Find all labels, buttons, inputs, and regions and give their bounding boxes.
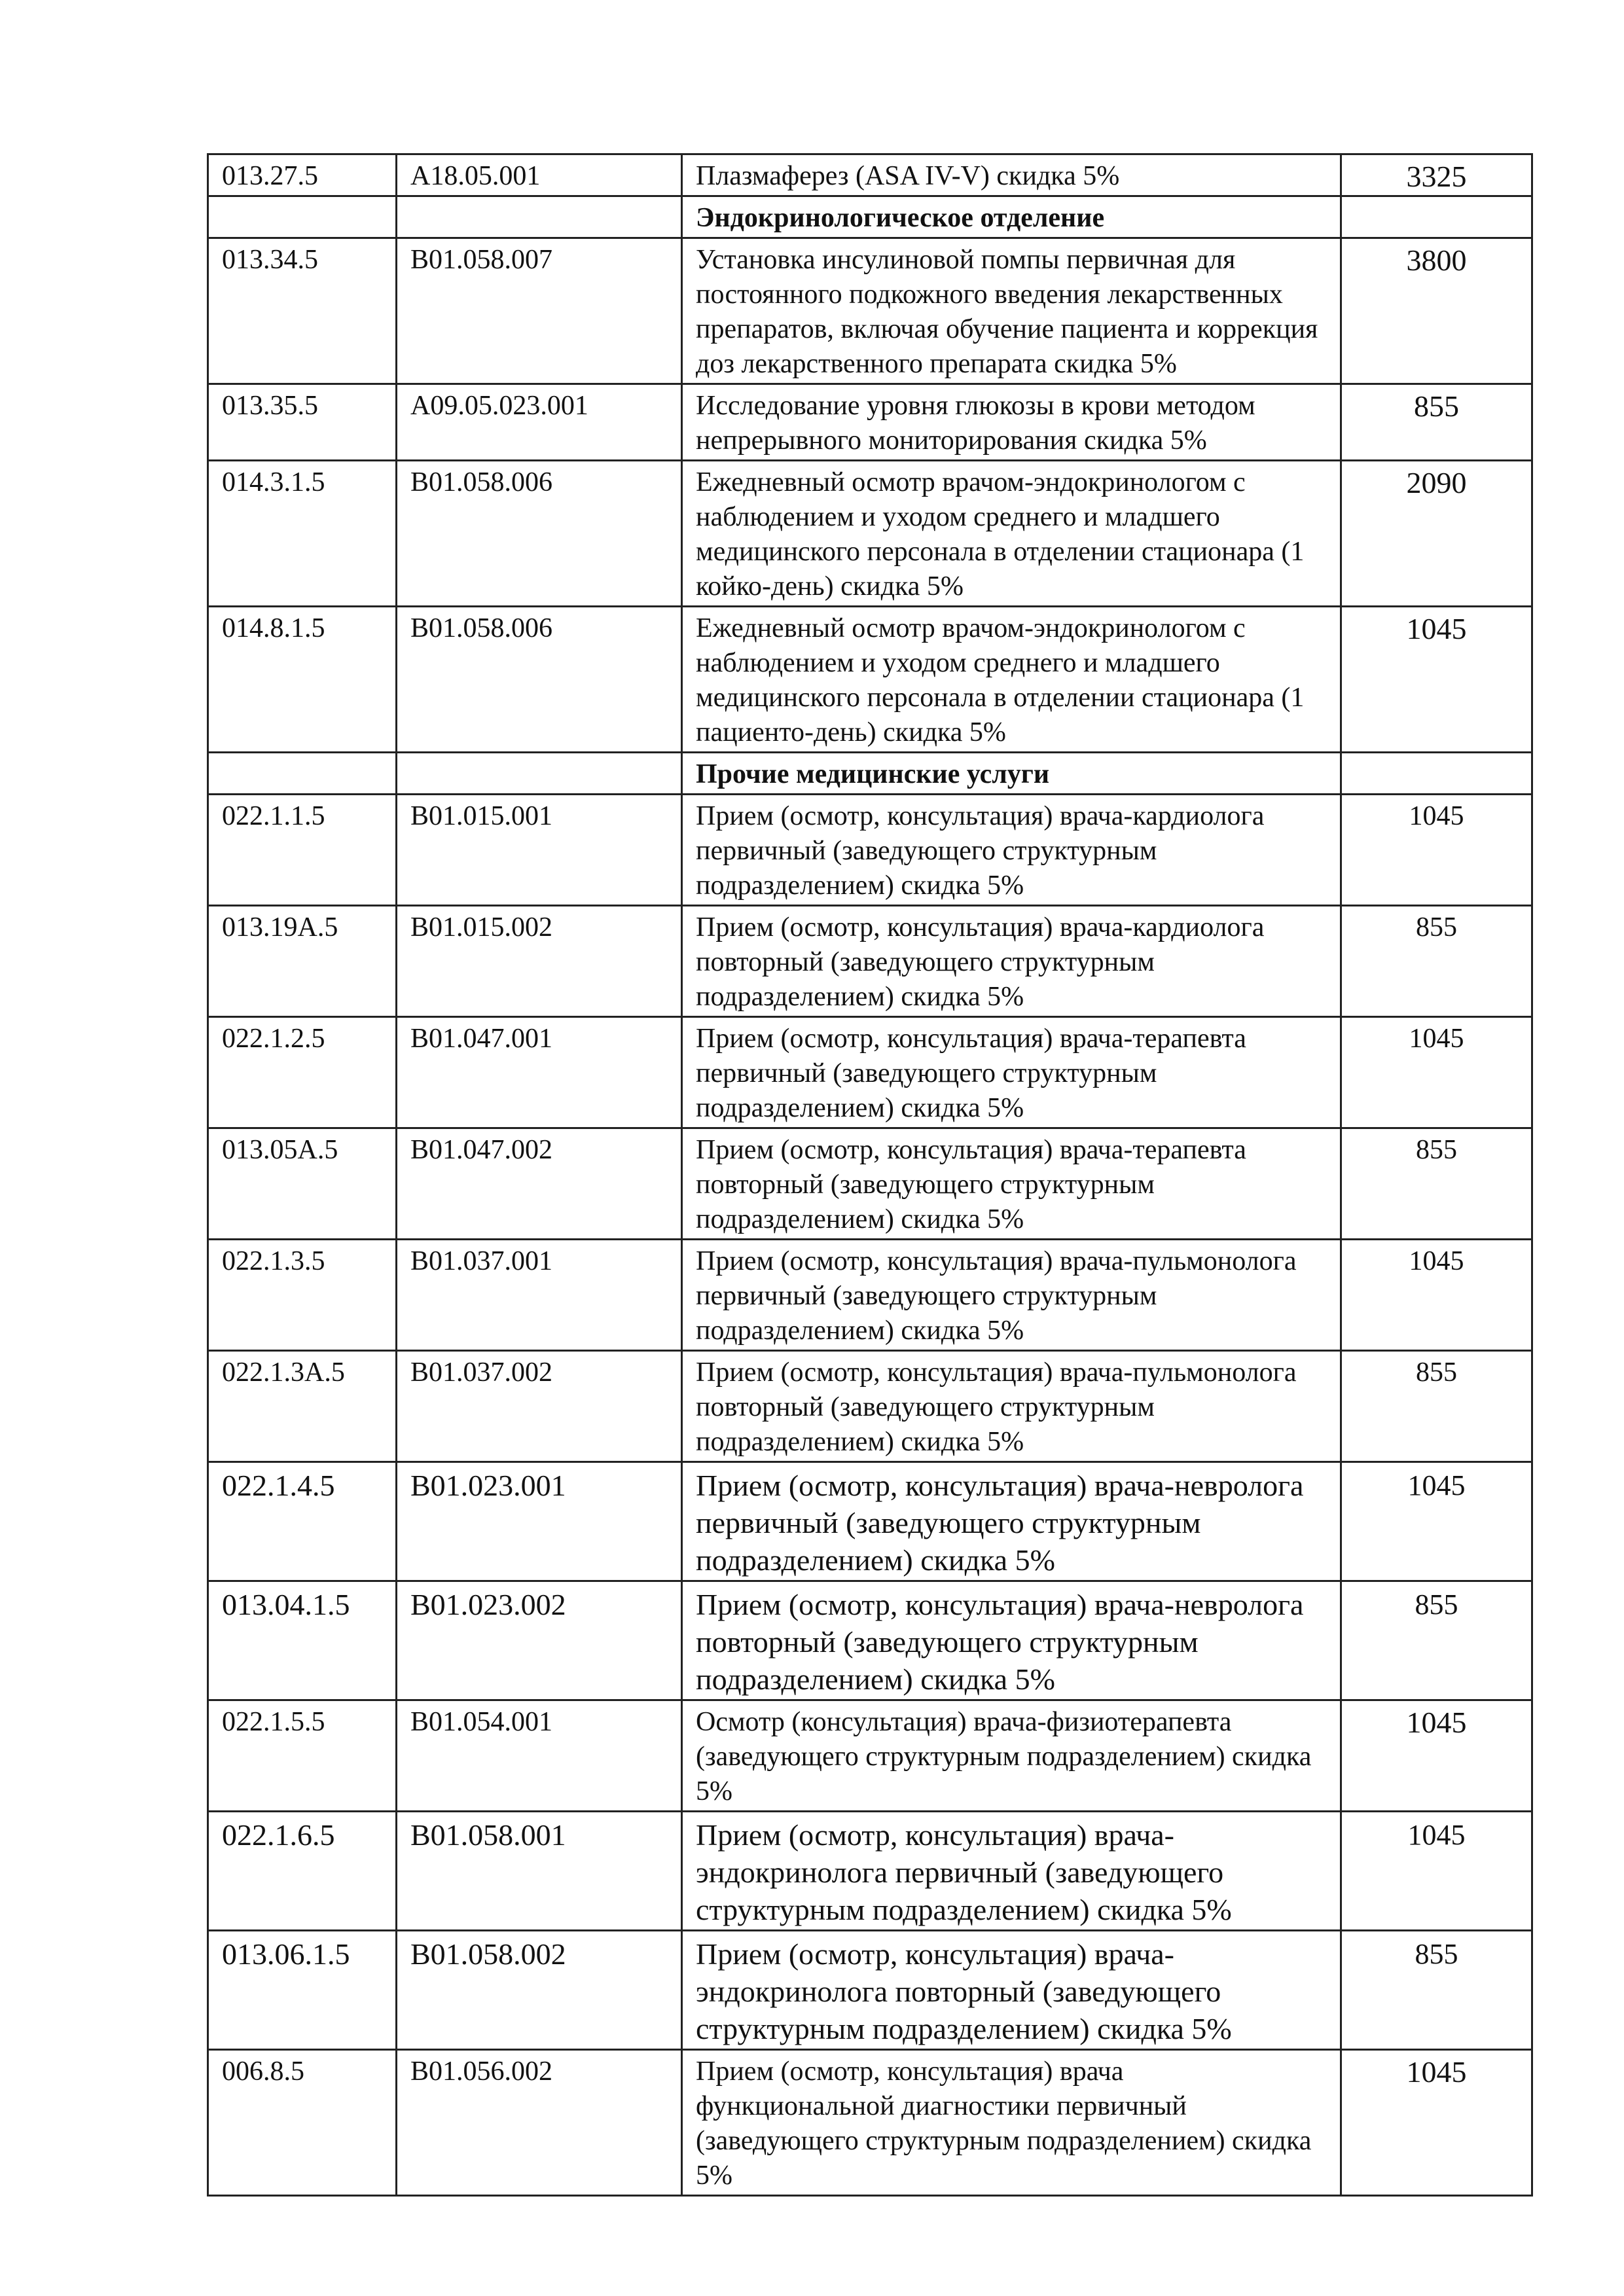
table-row (208, 906, 1532, 1017)
service-code-cell: B01.058.006 (397, 607, 682, 753)
service-code-cell: B01.047.002 (397, 1128, 682, 1240)
code-cell: 013.04.1.5 (208, 1581, 397, 1700)
table-row (208, 154, 1532, 196)
code-cell: 013.34.5 (208, 238, 397, 384)
table-row (208, 1700, 1532, 1812)
price-cell: 2090 (1341, 461, 1532, 607)
price-cell: 855 (1341, 906, 1532, 1017)
code-cell (208, 753, 397, 795)
table-row (208, 1931, 1532, 2050)
price-cell: 3800 (1341, 238, 1532, 384)
service-name-cell: Прием (осмотр, консультация) врача-эндокринолога повторный (заведующего структурным подразделением) скидка 5% (682, 1931, 1341, 2050)
service-code-cell: B01.058.007 (397, 238, 682, 384)
price-cell: 1045 (1341, 1812, 1532, 1931)
price-cell: 1045 (1341, 607, 1532, 753)
code-cell: 022.1.4.5 (208, 1462, 397, 1581)
price-cell: 1045 (1341, 1240, 1532, 1351)
service-name-cell: Ежедневный осмотр врачом-эндокринологом с наблюдением и уходом среднего и младшего медицинского персонала в отделении стационара (1 пациенто-день) скидка 5% (682, 607, 1341, 753)
code-cell: 022.1.3.5 (208, 1240, 397, 1351)
service-name-cell: Прием (осмотр, консультация) врача-терапевта повторный (заведующего структурным подразделением) скидка 5% (682, 1128, 1341, 1240)
price-cell: 1045 (1341, 2050, 1532, 2196)
code-cell: 013.27.5 (208, 154, 397, 196)
price-cell (1341, 753, 1532, 795)
service-code-cell: B01.037.001 (397, 1240, 682, 1351)
service-name-cell: Прочие медицинские услуги (682, 753, 1341, 795)
table-row (208, 2050, 1532, 2196)
service-name-cell: Прием (осмотр, консультация) врача-кардиолога первичный (заведующего структурным подразделением) скидка 5% (682, 795, 1341, 906)
code-cell: 022.1.6.5 (208, 1812, 397, 1931)
service-code-cell: A18.05.001 (397, 154, 682, 196)
service-name-cell: Установка инсулиновой помпы первичная для постоянного подкожного введения лекарственных препаратов, включая обучение пациента и коррекция доз лекарственного препарата скидка 5% (682, 238, 1341, 384)
service-code-cell: B01.058.002 (397, 1931, 682, 2050)
price-cell: 855 (1341, 1581, 1532, 1700)
service-name-cell: Прием (осмотр, консультация) врача-невролога первичный (заведующего структурным подразделением) скидка 5% (682, 1462, 1341, 1581)
service-code-cell: B01.015.001 (397, 795, 682, 906)
price-cell: 3325 (1341, 154, 1532, 196)
code-cell: 006.8.5 (208, 2050, 397, 2196)
service-code-cell: B01.037.002 (397, 1351, 682, 1462)
price-table-body (208, 154, 1532, 2196)
code-cell: 022.1.5.5 (208, 1700, 397, 1812)
table-row (208, 1581, 1532, 1700)
table-row (208, 238, 1532, 384)
price-cell: 855 (1341, 1931, 1532, 2050)
price-cell: 1045 (1341, 1017, 1532, 1128)
table-row (208, 607, 1532, 753)
service-name-cell: Исследование уровня глюкозы в крови методом непрерывного мониторирования скидка 5% (682, 384, 1341, 461)
service-name-cell: Прием (осмотр, консультация) врача-пульмонолога повторный (заведующего структурным подразделением) скидка 5% (682, 1351, 1341, 1462)
code-cell: 013.06.1.5 (208, 1931, 397, 2050)
service-code-cell: B01.058.006 (397, 461, 682, 607)
table-row (208, 461, 1532, 607)
service-name-cell: Прием (осмотр, консультация) врача функциональной диагностики первичный (заведующего структурным подразделением) скидка 5% (682, 2050, 1341, 2196)
table-row (208, 1462, 1532, 1581)
code-cell: 013.35.5 (208, 384, 397, 461)
code-cell: 013.05А.5 (208, 1128, 397, 1240)
table-row (208, 1812, 1532, 1931)
service-code-cell: B01.015.002 (397, 906, 682, 1017)
service-code-cell: B01.023.001 (397, 1462, 682, 1581)
service-code-cell (397, 753, 682, 795)
service-code-cell: B01.056.002 (397, 2050, 682, 2196)
code-cell: 014.3.1.5 (208, 461, 397, 607)
table-row (208, 1351, 1532, 1462)
service-code-cell: B01.023.002 (397, 1581, 682, 1700)
price-table (207, 153, 1533, 2197)
service-name-cell: Осмотр (консультация) врача-физиотерапевта (заведующего структурным подразделением) скидка 5% (682, 1700, 1341, 1812)
service-name-cell: Плазмаферез (ASA IV-V) скидка 5% (682, 154, 1341, 196)
service-name-cell: Прием (осмотр, консультация) врача-невролога повторный (заведующего структурным подразделением) скидка 5% (682, 1581, 1341, 1700)
service-code-cell: B01.047.001 (397, 1017, 682, 1128)
price-cell: 1045 (1341, 795, 1532, 906)
price-cell: 855 (1341, 1128, 1532, 1240)
code-cell: 013.19А.5 (208, 906, 397, 1017)
service-name-cell: Прием (осмотр, консультация) врача-кардиолога повторный (заведующего структурным подразделением) скидка 5% (682, 906, 1341, 1017)
section-row (208, 196, 1532, 238)
table-row (208, 1017, 1532, 1128)
service-name-cell: Эндокринологическое отделение (682, 196, 1341, 238)
service-code-cell: A09.05.023.001 (397, 384, 682, 461)
table-row (208, 1240, 1532, 1351)
code-cell (208, 196, 397, 238)
code-cell: 014.8.1.5 (208, 607, 397, 753)
table-row (208, 1128, 1532, 1240)
service-code-cell (397, 196, 682, 238)
code-cell: 022.1.3А.5 (208, 1351, 397, 1462)
price-cell (1341, 196, 1532, 238)
code-cell: 022.1.2.5 (208, 1017, 397, 1128)
price-cell: 855 (1341, 384, 1532, 461)
code-cell: 022.1.1.5 (208, 795, 397, 906)
price-cell: 1045 (1341, 1700, 1532, 1812)
price-cell: 855 (1341, 1351, 1532, 1462)
service-name-cell: Прием (осмотр, консультация) врача-пульмонолога первичный (заведующего структурным подразделением) скидка 5% (682, 1240, 1341, 1351)
price-cell: 1045 (1341, 1462, 1532, 1581)
service-name-cell: Прием (осмотр, консультация) врача-терапевта первичный (заведующего структурным подразделением) скидка 5% (682, 1017, 1341, 1128)
table-row (208, 384, 1532, 461)
service-name-cell: Прием (осмотр, консультация) врача-эндокринолога первичный (заведующего структурным подразделением) скидка 5% (682, 1812, 1341, 1931)
service-code-cell: B01.058.001 (397, 1812, 682, 1931)
service-code-cell: B01.054.001 (397, 1700, 682, 1812)
section-row (208, 753, 1532, 795)
table-row (208, 795, 1532, 906)
service-name-cell: Ежедневный осмотр врачом-эндокринологом с наблюдением и уходом среднего и младшего медицинского персонала в отделении стационара (1 койко-день) скидка 5% (682, 461, 1341, 607)
